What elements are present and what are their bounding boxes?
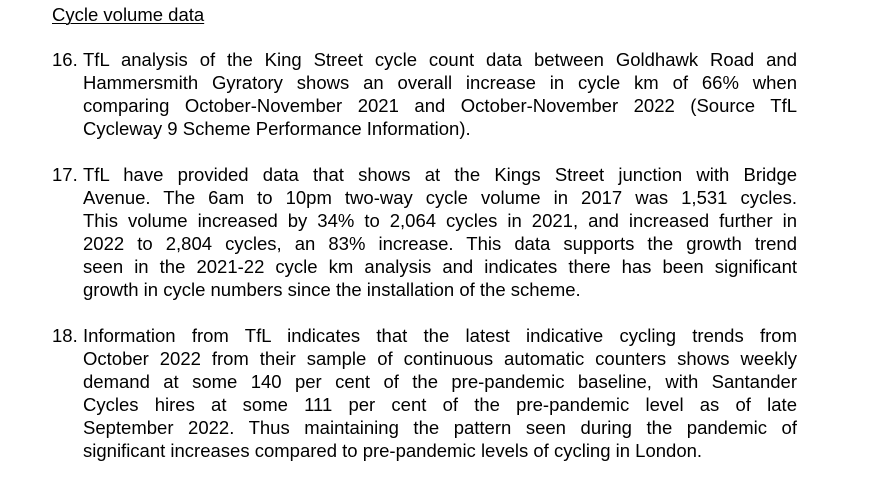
paragraph-line: Cycles hires at some 111 per cent of the pre-pandemic level as of late <box>83 394 797 415</box>
paragraph-number: 16. <box>52 49 78 70</box>
paragraph-line: Hammersmith Gyratory shows an overall increase in cycle km of 66% when <box>83 72 797 93</box>
paragraph-number: 17. <box>52 164 78 185</box>
paragraph-line: September 2022. Thus maintaining the pattern seen during the pandemic of <box>83 417 797 438</box>
paragraph-line: growth in cycle numbers since the installation of the scheme. <box>83 279 581 300</box>
numbered-paragraph-18 <box>52 324 797 462</box>
paragraph-line: comparing October-November 2021 and October-November 2022 (Source TfL <box>83 95 797 116</box>
paragraph-line: This volume increased by 34% to 2,064 cycles in 2021, and increased further in <box>83 210 797 231</box>
paragraph-line: TfL analysis of the King Street cycle count data between Goldhawk Road and <box>83 49 797 70</box>
section-heading: Cycle volume data <box>52 4 205 25</box>
paragraph-line: seen in the 2021-22 cycle km analysis and indicates there has been significant <box>83 256 797 277</box>
paragraph-line: Information from TfL indicates that the latest indicative cycling trends from <box>83 325 797 346</box>
paragraph-line: TfL have provided data that shows at the Kings Street junction with Bridge <box>83 164 797 185</box>
paragraph-number: 18. <box>52 325 78 346</box>
paragraph-line: 2022 to 2,804 cycles, an 83% increase. This data supports the growth trend <box>83 233 797 254</box>
paragraph-line: October 2022 from their sample of continuous automatic counters shows weekly <box>83 348 797 369</box>
paragraph-text <box>83 163 797 301</box>
paragraph-line: Avenue. The 6am to 10pm two-way cycle volume in 2017 was 1,531 cycles. <box>83 187 797 208</box>
paragraph-line: significant increases compared to pre-pandemic levels of cycling in London. <box>83 440 703 461</box>
paragraph-text <box>83 324 797 462</box>
numbered-paragraph-16 <box>52 48 797 140</box>
paragraph-text <box>83 48 797 140</box>
numbered-paragraph-17 <box>52 163 797 301</box>
paragraph-line: Cycleway 9 Scheme Performance Information). <box>83 118 471 139</box>
paragraph-line: demand at some 140 per cent of the pre-pandemic baseline, with Santander <box>83 371 797 392</box>
